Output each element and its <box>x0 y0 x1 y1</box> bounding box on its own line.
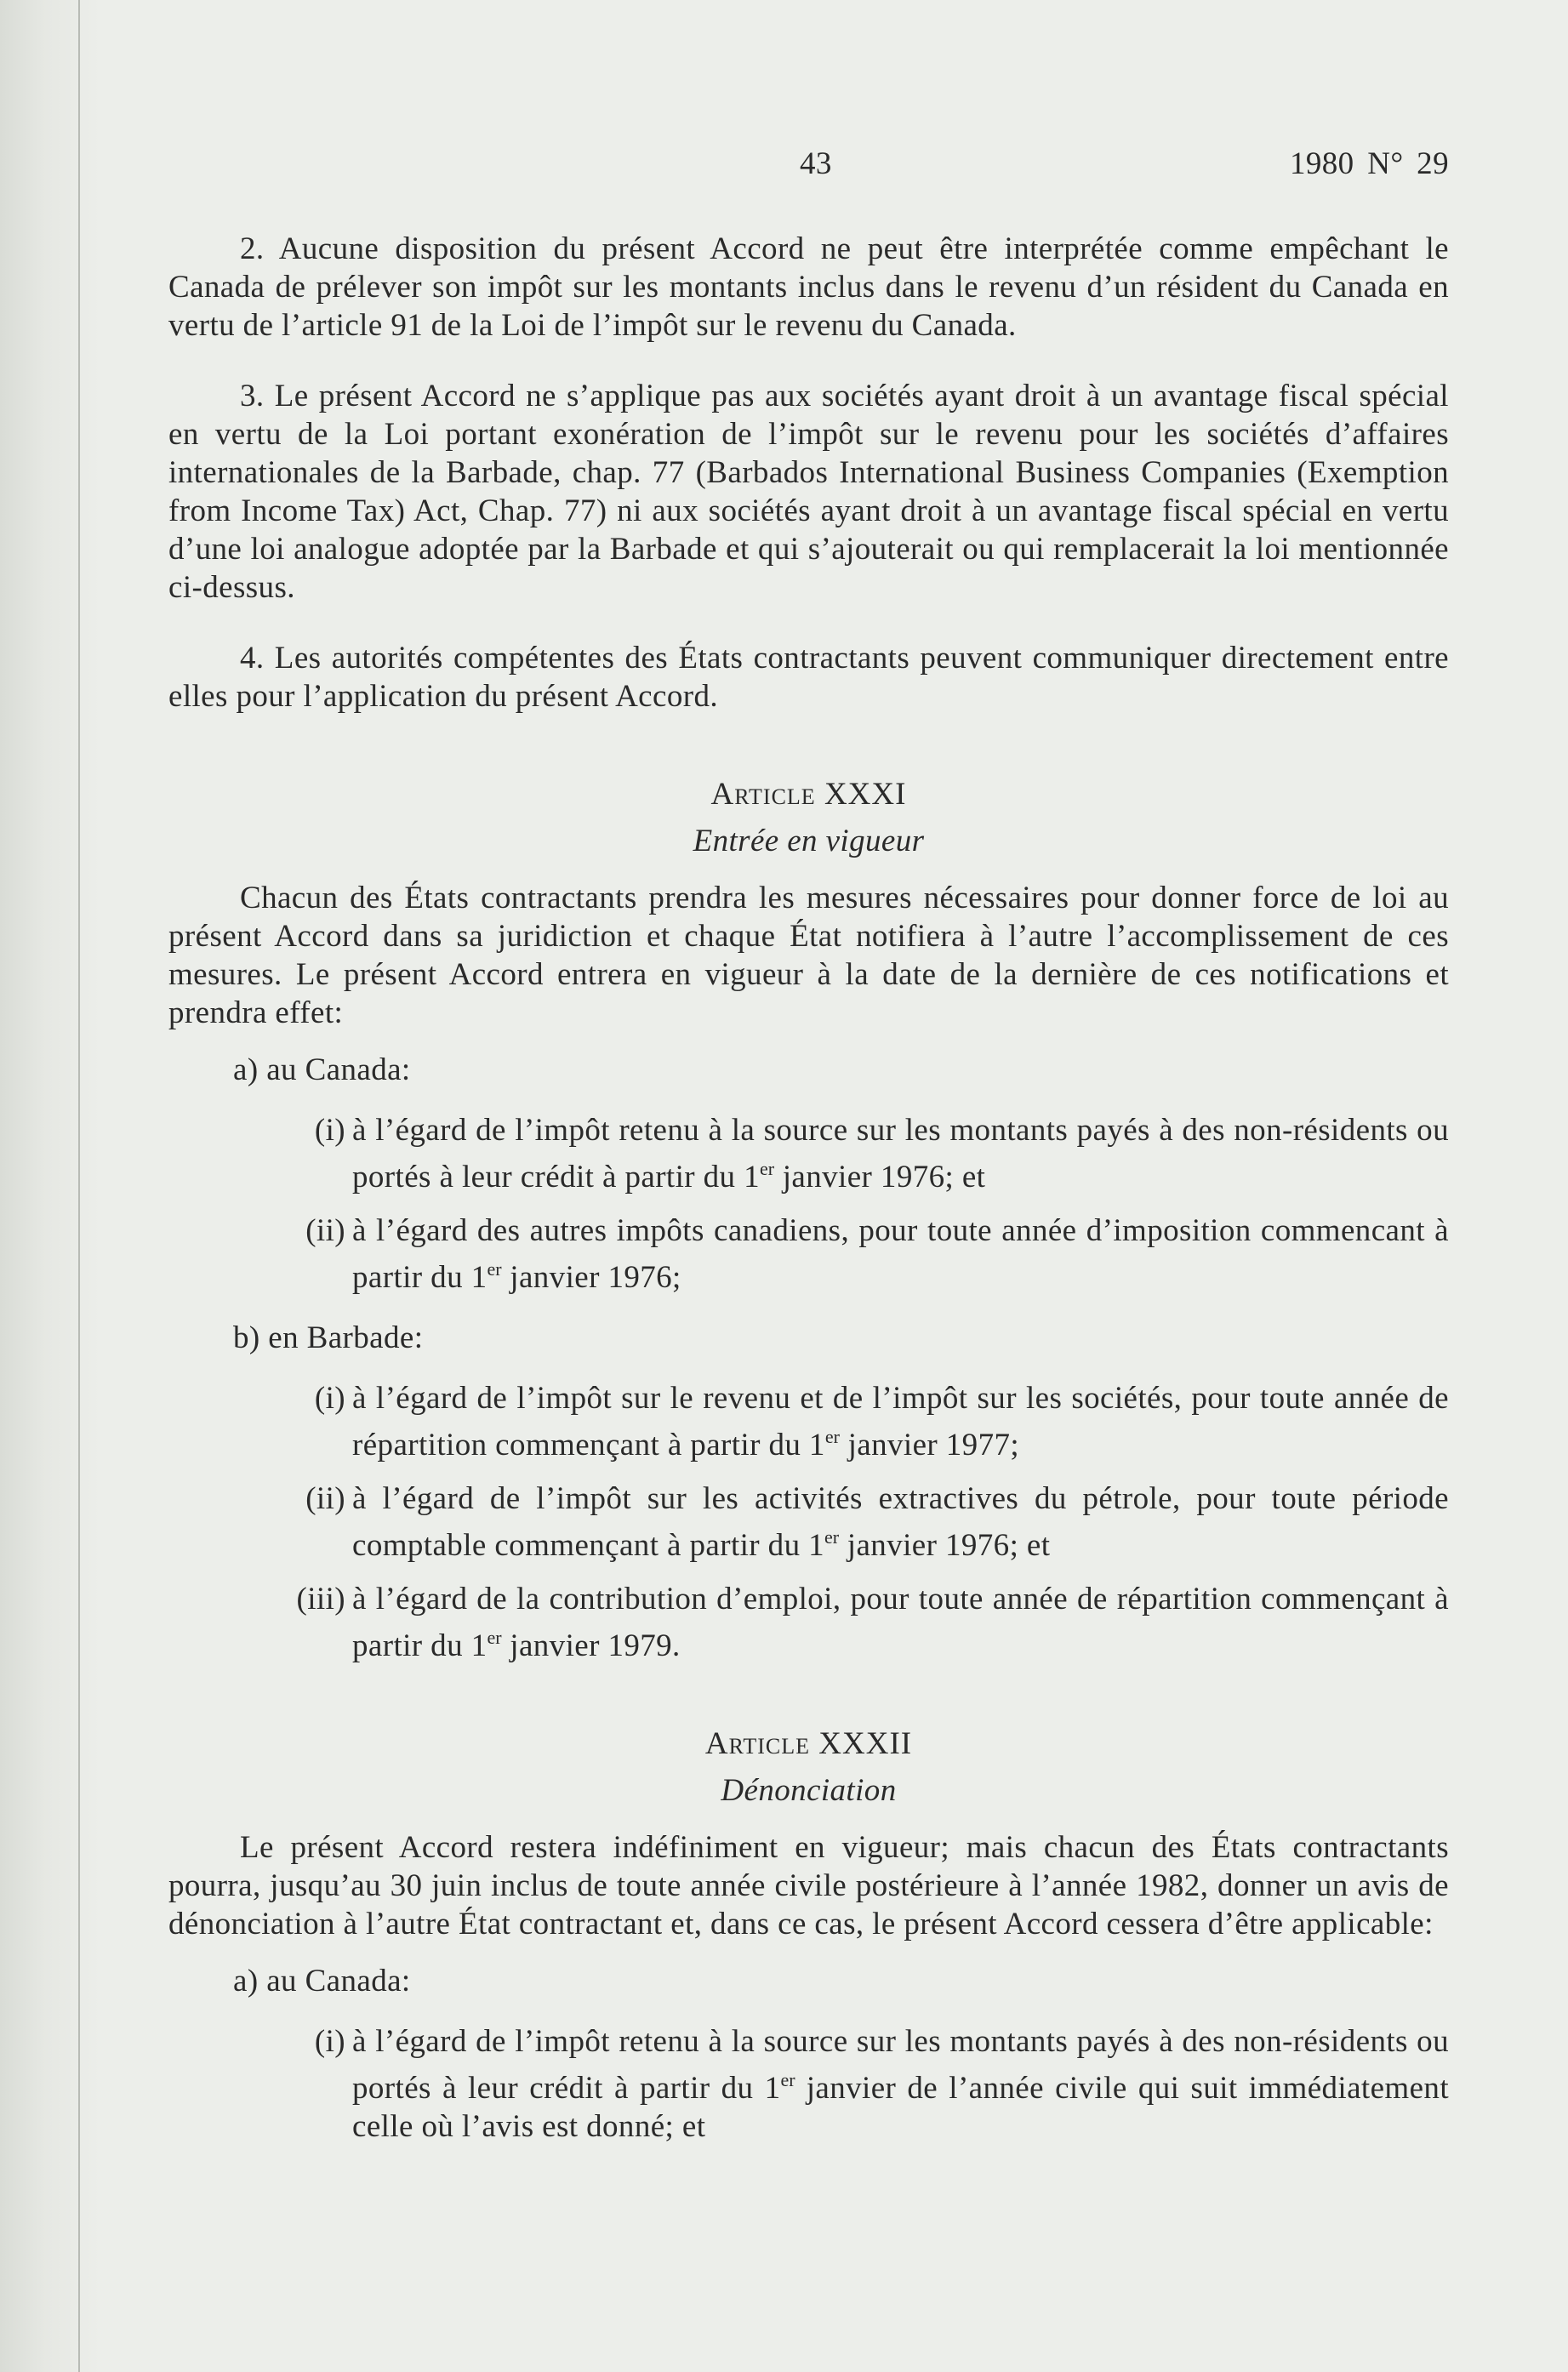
item-sup: er <box>824 1526 840 1548</box>
article-31-number: XXXI <box>824 777 907 812</box>
item-marker: (ii) <box>305 1213 345 1248</box>
article-32-subtitle: Dénonciation <box>721 1773 897 1808</box>
article-32-heading <box>168 1725 1449 1763</box>
item-text: à l’égard de l’impôt sur les activités extractives du pétrole, pour toute période comptable commençant à partir du 1 <box>352 1481 1449 1563</box>
item-sup: er <box>780 2069 795 2090</box>
item-marker: (i) <box>314 2024 345 2059</box>
article-32-label: Article <box>704 1726 811 1761</box>
article-31-intro: Chacun des États contractants prendra les mesures nécessaires pour donner force de loi au présent Accord dans sa juridiction et chaque État notifiera à l’autre l’accomplissement de ces mesures. Le présent Accord entrera en vigueur à la date de la dernière de ces notifications et prendra effet: <box>168 881 1449 1030</box>
item-text: à l’égard de l’impôt sur le revenu et de l’impôt sur les sociétés, pour toute année de répartition commençant à partir du 1 <box>352 1381 1449 1463</box>
article-31-a-item <box>168 1212 1449 1297</box>
article-31-b-item <box>168 1480 1449 1565</box>
item-text-end: janvier 1979. <box>501 1628 681 1663</box>
binding-edge <box>78 0 80 2372</box>
article-32-a-item <box>168 2022 1449 2146</box>
page-header <box>168 145 1449 196</box>
item-text-end: janvier 1976; et <box>839 1528 1051 1563</box>
item-marker: (i) <box>314 1381 345 1416</box>
item-marker: (i) <box>314 1113 345 1148</box>
item-text-end: janvier de l’année civile qui suit immédiatement celle où l’avis est donné; et <box>352 2071 1449 2144</box>
page-number: 43 <box>800 146 832 181</box>
article-31-b-item <box>168 1379 1449 1464</box>
item-sup: er <box>487 1258 502 1280</box>
page-gutter-shadow <box>0 0 102 2372</box>
article-31-heading <box>168 775 1449 813</box>
article-31-subtitle: Entrée en vigueur <box>693 824 925 858</box>
item-text: à l’égard de l’impôt retenu à la source sur les montants payés à des non-résidents ou portés à leur crédit à partir du 1 <box>352 2024 1449 2106</box>
paragraph-2: 2. Aucune disposition du présent Accord ne peut être interprétée comme empêchant le Canada de prélever son impôt sur les montants inclus dans le revenu d’un résident du Canada en vertu de l’article 91 de la Loi de l’impôt sur le revenu du Canada. <box>168 231 1449 343</box>
item-marker: (iii) <box>296 1582 345 1616</box>
law-reference: 1980 N° 29 <box>1289 146 1449 181</box>
article-31-a-item <box>168 1111 1449 1196</box>
article-31-b-item <box>168 1580 1449 1665</box>
article-32-number: XXXII <box>818 1726 913 1761</box>
paragraph-4: 4. Les autorités compétentes des États contractants peuvent communiquer directement entre elles pour l’application du présent Accord. <box>168 641 1449 714</box>
item-text: à l’égard de la contribution d’emploi, pour toute année de répartition commençant à partir du 1 <box>352 1582 1449 1663</box>
item-sup: er <box>760 1158 775 1179</box>
item-text-end: janvier 1976; <box>501 1260 681 1295</box>
item-text-end: janvier 1977; <box>839 1428 1020 1463</box>
article-31-section-b: b) en Barbade: <box>233 1320 424 1355</box>
item-marker: (ii) <box>305 1481 345 1516</box>
item-text-end: janvier 1976; et <box>774 1160 986 1195</box>
item-text: à l’égard des autres impôts canadiens, pour toute année d’imposition commencant à partir du 1 <box>352 1213 1449 1295</box>
document-page <box>168 145 1449 2161</box>
item-sup: er <box>824 1426 840 1447</box>
paragraph-3: 3. Le présent Accord ne s’applique pas aux sociétés ayant droit à un avantage fiscal spécial en vertu de la Loi portant exonération de l’impôt sur le revenu pour les sociétés d’affaires internationales de la Barbade, chap. 77 (Barbados International Business Companies (Exemption from Income Tax) Act, Chap. 77) ni aux sociétés ayant droit à un avantage fiscal spécial en vertu d’une loi analogue adoptée par la Barbade et qui s’ajouterait ou qui remplacerait la loi mentionnée ci-dessus. <box>168 379 1449 605</box>
article-31-section-a: a) au Canada: <box>233 1052 411 1087</box>
article-31-label: Article <box>710 777 816 812</box>
article-32-section-a: a) au Canada: <box>233 1964 411 1999</box>
item-sup: er <box>487 1627 502 1648</box>
article-32-intro: Le présent Accord restera indéfiniment en vigueur; mais chacun des États contractants pourra, jusqu’au 30 juin inclus de toute année civile postérieure à l’année 1982, donner un avis de dénonciation à l’autre État contractant et, dans ce cas, le présent Accord cessera d’être applicable: <box>168 1830 1449 1942</box>
item-text: à l’égard de l’impôt retenu à la source sur les montants payés à des non-résidents ou portés à leur crédit à partir du 1 <box>352 1113 1449 1195</box>
